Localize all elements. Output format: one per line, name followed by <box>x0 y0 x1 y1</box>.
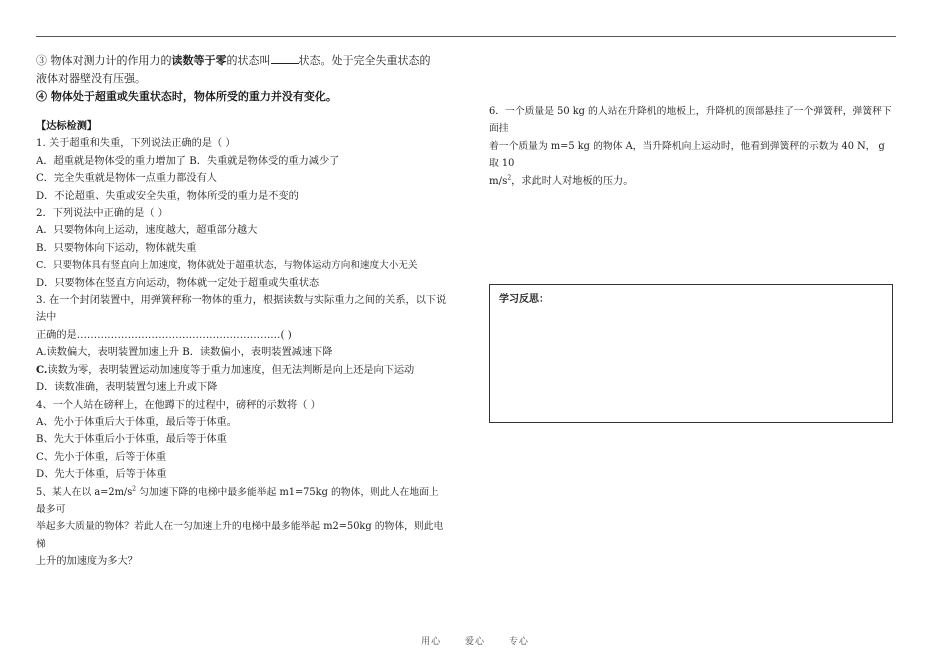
option-line: D．读数准确，表明装置匀速上升或下降 <box>36 382 218 394</box>
question-3-cont: 正确的是……………………………………………………( ) <box>36 329 292 341</box>
question-2: 2．下列说法中正确的是（ ） <box>36 208 168 220</box>
superscript: 2 <box>132 485 137 493</box>
question-6-cont: 着一个质量为 m=5 kg 的物体 A，当升降机向上运动时，他看到弹簧秤的示数为 40 N， g 取 10 <box>489 140 885 170</box>
option-line: C．完全失重就是物体一点重力都没有人 <box>36 173 217 185</box>
text-line: 液体对器壁没有压强。 <box>36 72 146 85</box>
option-line: A．只要物体向上运动，速度越大，超重部分越大 <box>36 225 258 237</box>
text-fragment: 状态。处于完全失重状态的 <box>298 54 431 67</box>
option-line: B．只要物体向下运动，物体就失重 <box>36 242 197 254</box>
footer-word: 用心 <box>421 637 442 647</box>
text-fragment: 的状态叫 <box>226 54 271 67</box>
footer-word: 爱心 <box>464 637 485 647</box>
footer-word: 专心 <box>508 637 529 647</box>
text-fragment: 5、某人在以 a=2m/s <box>36 486 133 498</box>
bold-statement: ④ 物体处于超重或失重状态时，物体所受的重力并没有变化。 <box>36 90 337 103</box>
option-label: C. <box>36 363 48 376</box>
header-rule <box>36 36 896 37</box>
bold-text: 读数等于零 <box>171 54 227 67</box>
superscript: 2 <box>507 174 512 182</box>
text-fragment: 读数为零，表明装置运动加速度等于重力加速度，但无法判断是向上还是向下运动 <box>47 364 415 376</box>
reflection-box <box>489 284 893 423</box>
option-line: C、先小于体重，后等于体重 <box>36 451 167 463</box>
question-5 <box>36 484 448 519</box>
option-line: D、先大于体重，后等于体重 <box>36 469 167 481</box>
option-line: A．超重就是物体受的重力增加了 B．失重就是物体受的重力减少了 <box>36 155 340 167</box>
spacer <box>36 106 448 118</box>
text-fragment: m/s <box>489 175 508 187</box>
question-6: 6．一个质量是 50 kg 的人站在升降机的地板上，升降机的顶部悬挂了一个弹簧秤，弹簧秤下面挂 <box>489 106 892 135</box>
text-fragment: 匀加速下降的电梯中最多能举起 m1=75kg 的物体，则此人在地面上最多可 <box>36 486 439 515</box>
left-column <box>36 52 448 571</box>
option-line <box>36 362 448 379</box>
question-6-cont <box>489 173 897 190</box>
reflection-title: 学习反思： <box>499 294 549 305</box>
question-5-cont: 举起多大质量的物体？若此人在一匀加速上升的电梯中最多能举起 m2=50kg 的物体，则此电梯 <box>36 521 444 550</box>
right-column <box>489 103 897 190</box>
option-line: D．不论超重、失重或安全失重，物体所受的重力是不变的 <box>36 190 299 202</box>
option-line: A、先小于体重后大于体重，最后等于体重。 <box>36 416 237 428</box>
text-fragment: ③ 物体对测力计的作用力的 <box>36 54 172 67</box>
text-fragment: ，求此时人对地板的压力。 <box>511 175 634 187</box>
option-line: A.读数偏大，表明装置加速上升 B．读数偏小，表明装置减速下降 <box>36 347 333 359</box>
question-1: 1. 关于超重和失重，下列说法正确的是（ ） <box>36 138 236 150</box>
option-line: C．只要物体具有竖直向上加速度，物体就处于超重状态，与物体运动方向和速度大小无关 <box>36 260 418 272</box>
option-line: B、先大于体重后小于体重，最后等于体重 <box>36 434 227 446</box>
question-4: 4、一个人站在磅秤上，在他蹲下的过程中，磅秤的示数将（ ） <box>36 399 321 411</box>
fill-blank <box>271 53 299 64</box>
question-5-cont: 上升的加速度为多大？ <box>36 556 138 568</box>
section-title: 【达标检测】 <box>36 120 98 132</box>
text-line <box>36 52 448 70</box>
option-line: D．只要物体在竖直方向运动，物体就一定处于超重或失重状态 <box>36 277 320 289</box>
question-3: 3. 在一个封闭装置中，用弹簧秤称一物体的重力，根据读数与实际重力之间的关系，以下说法中 <box>36 295 447 324</box>
page-footer <box>0 634 950 647</box>
